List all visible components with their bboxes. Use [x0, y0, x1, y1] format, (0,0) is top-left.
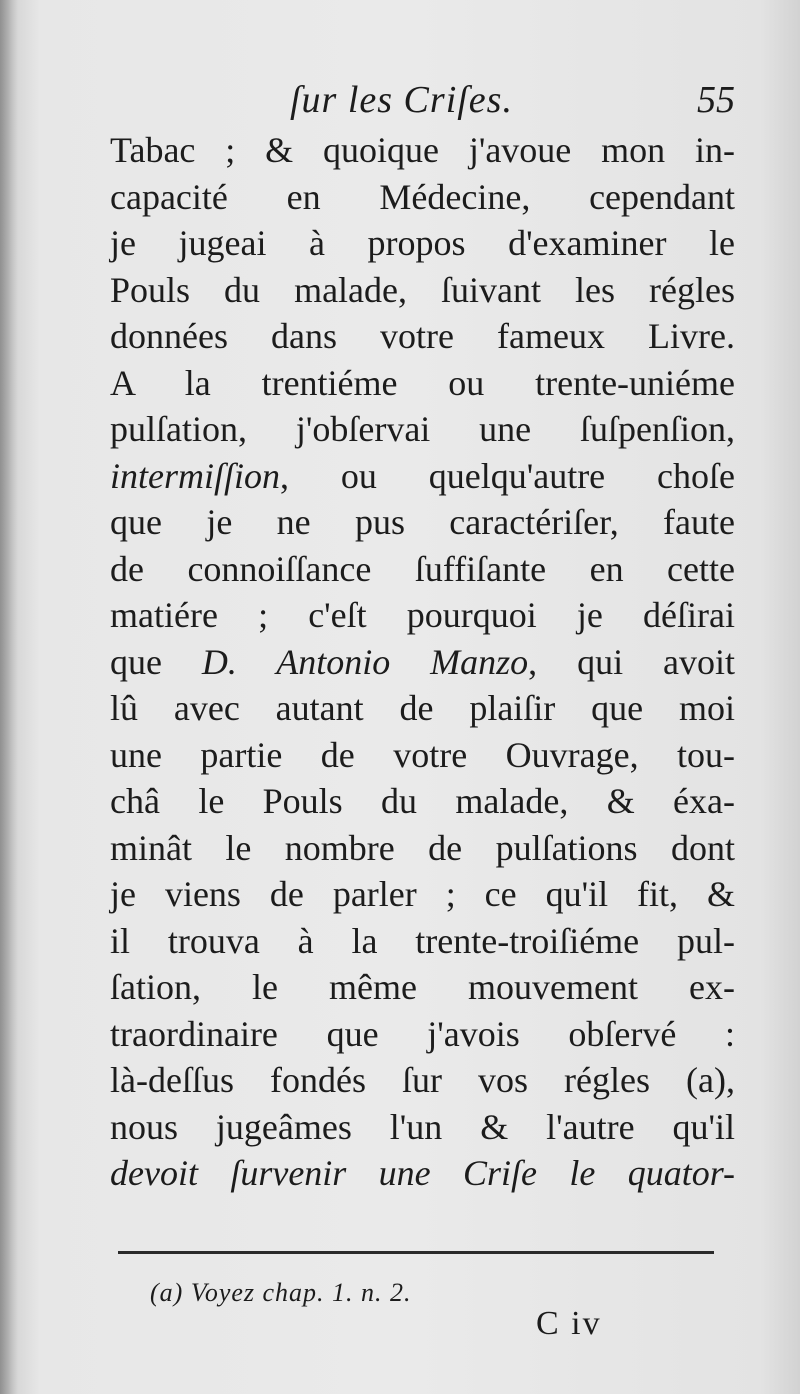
running-head	[110, 78, 735, 128]
text-line: que je ne pus caractériſer, faute	[110, 502, 735, 542]
body-text	[110, 127, 735, 1197]
text-line: une partie de votre Ouvrage, tou-	[110, 734, 735, 775]
footnote: (a) Voyez chap. 1. n. 2.	[150, 1278, 412, 1307]
text-line: nous jugeâmes l'un & l'autre qu'il	[110, 1106, 735, 1147]
text-line: A la trentiéme ou trente-uniéme	[110, 362, 735, 403]
text-line: pulſation, j'obſervai une ſuſpenſion,	[110, 409, 735, 449]
page-number: 55	[697, 79, 735, 121]
text-fragment: , ou quelqu'autre choſe	[280, 455, 735, 496]
gutter-shadow	[0, 0, 18, 1394]
footnote-rule	[118, 1251, 714, 1254]
running-head-title: ſur les Criſes.	[290, 79, 513, 121]
text-line	[110, 639, 735, 686]
text-fragment: que	[110, 641, 162, 682]
text-line: devoit ſurvenir une Criſe le quator-	[110, 1153, 735, 1193]
text-line: traordinaire que j'avois obſervé :	[110, 1013, 735, 1054]
text-line: je jugeai à propos d'examiner le	[110, 223, 735, 263]
text-fragment: , qui avoit	[528, 641, 735, 682]
text-line: châ le Pouls du malade, & éxa-	[110, 781, 735, 821]
text-line: minât le nombre de pulſations dont	[110, 827, 735, 868]
text-line	[110, 453, 735, 500]
italic-term: intermiſſion	[110, 455, 280, 496]
text-line: Tabac ; & quoique j'avoue mon in-	[110, 130, 735, 170]
italic-name: D. Antonio Manzo	[201, 641, 529, 682]
text-line: ſation, le même mouvement ex-	[110, 967, 735, 1007]
text-line: lû avec autant de plaiſir que moi	[110, 688, 735, 728]
text-line: capacité en Médecine, cependant	[110, 176, 735, 217]
text-line: données dans votre fameux Livre.	[110, 316, 735, 356]
text-line: il trouva à la trente-troiſiéme pul-	[110, 920, 735, 961]
text-line: Pouls du malade, ſuivant les régles	[110, 269, 735, 310]
text-line: je viens de parler ; ce qu'il fit, &	[110, 874, 735, 914]
text-line: de connoiſſance ſuffiſante en cette	[110, 548, 735, 589]
text-line: là-deſſus fondés ſur vos régles (a),	[110, 1060, 735, 1100]
signature-mark: C iv	[536, 1305, 602, 1342]
text-line: matiére ; c'eſt pourquoi je déſirai	[110, 595, 735, 635]
